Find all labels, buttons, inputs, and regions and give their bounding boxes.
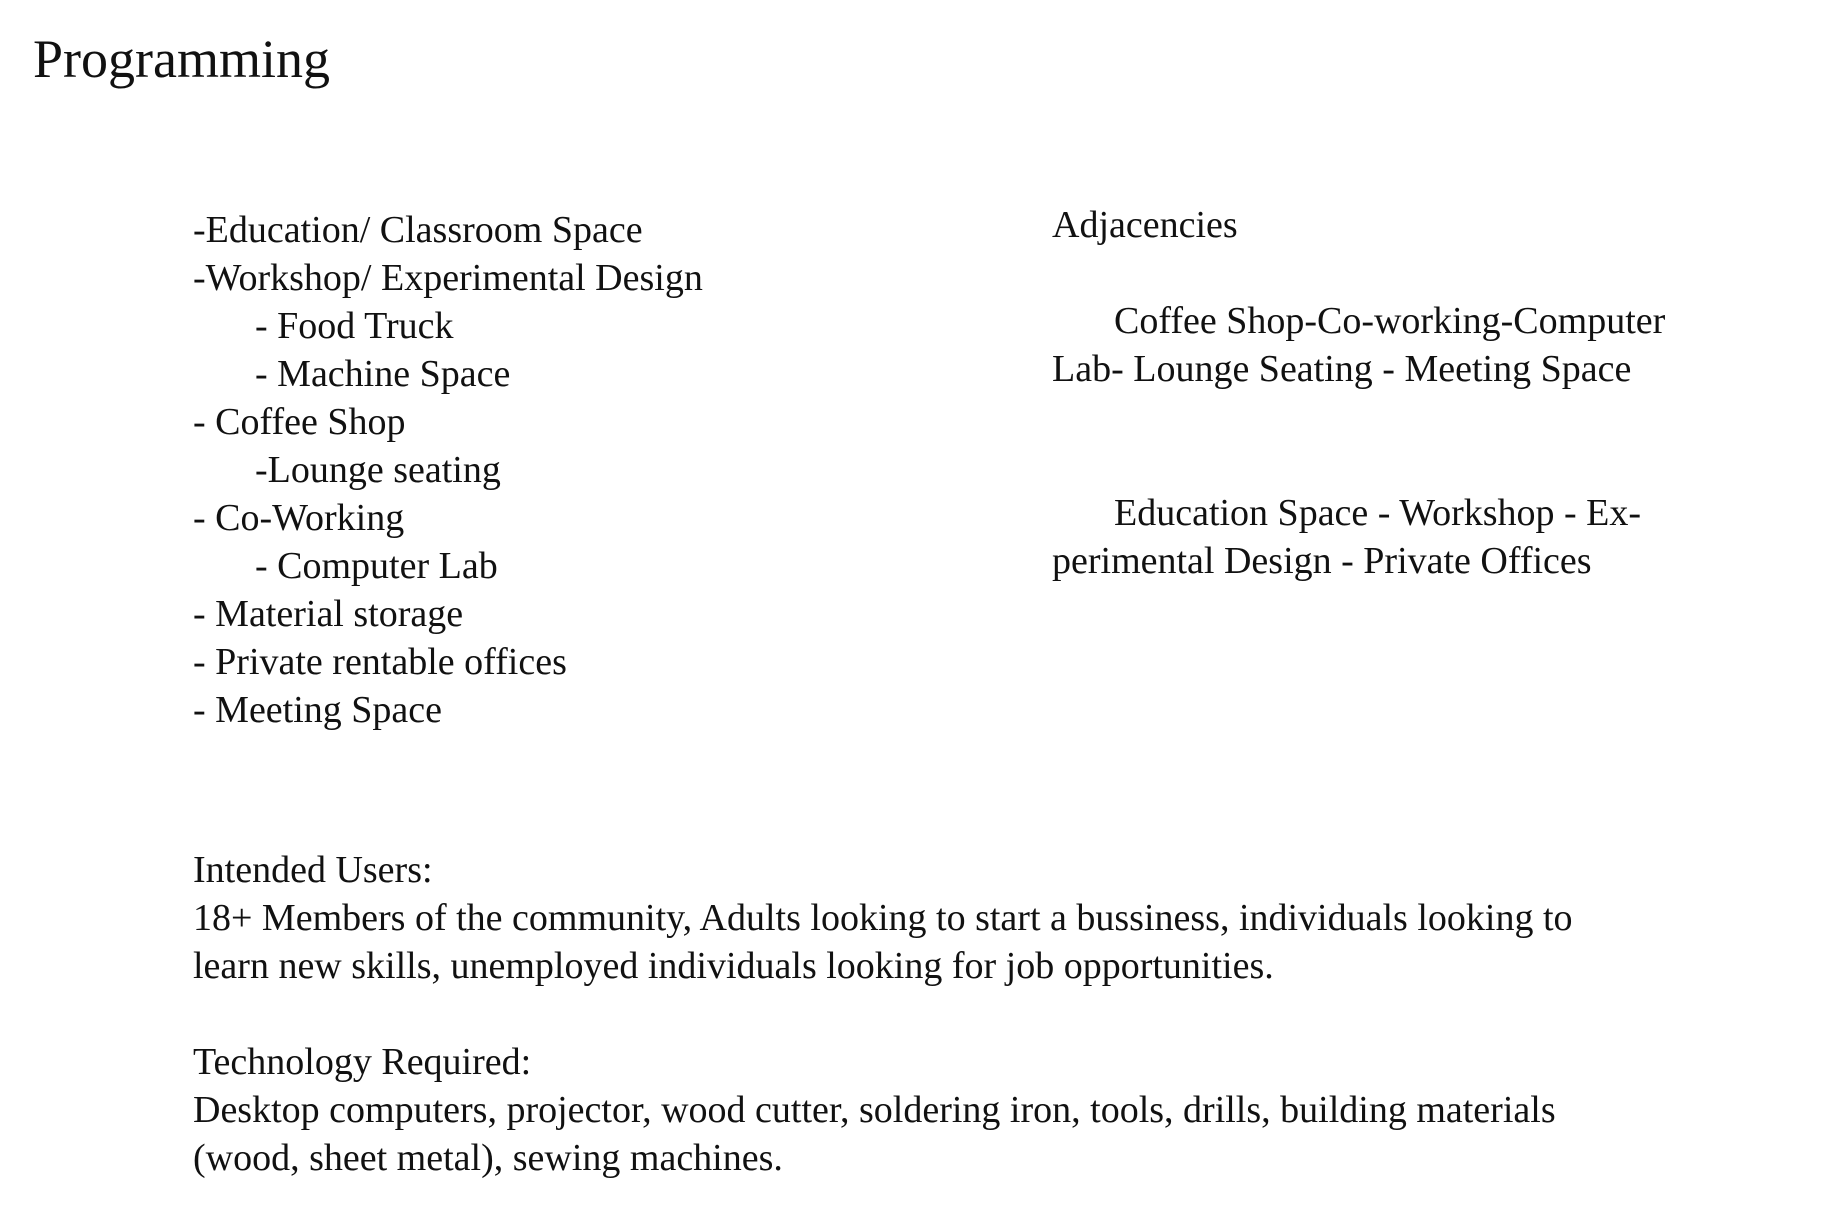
adjacencies-heading: Adjacencies xyxy=(1052,204,1238,246)
technology-line: Desktop computers, projector, wood cutter, soldering iron, tools, drills, building materials xyxy=(193,1089,1556,1131)
page-title: Programming xyxy=(33,29,330,89)
program-item-coffee-shop: - Coffee Shop xyxy=(193,401,406,443)
intended-users-line: 18+ Members of the community, Adults looking to start a bussiness, individuals looking to xyxy=(193,897,1573,939)
adjacency-group xyxy=(1052,489,1742,585)
program-item-meeting-space: - Meeting Space xyxy=(193,689,443,731)
adjacencies-section xyxy=(1052,201,1742,585)
program-subitem-machine-space: - Machine Space xyxy=(255,353,511,395)
program-subitem-lounge-seating: -Lounge seating xyxy=(255,449,501,491)
program-item-education: -Education/ Classroom Space xyxy=(193,209,643,251)
technology-line: (wood, sheet metal), sewing machines. xyxy=(193,1137,783,1179)
adjacency-line: Lab- Lounge Seating - Meeting Space xyxy=(1052,348,1632,390)
adjacency-line: perimental Design - Private Offices xyxy=(1052,540,1592,582)
details-section xyxy=(193,846,1713,1182)
program-item-workshop: -Workshop/ Experimental Design xyxy=(193,257,703,299)
program-item-co-working: - Co-Working xyxy=(193,497,405,539)
program-item-material-storage: - Material storage xyxy=(193,593,464,635)
adjacency-group xyxy=(1052,297,1742,393)
adjacency-line: Coffee Shop-Co-working-Computer xyxy=(1114,300,1666,342)
intended-users-heading: Intended Users: xyxy=(193,849,433,891)
program-subitem-computer-lab: - Computer Lab xyxy=(255,545,498,587)
adjacency-line: Education Space - Workshop - Ex- xyxy=(1114,492,1642,534)
program-list xyxy=(193,206,703,734)
program-item-private-offices: - Private rentable offices xyxy=(193,641,567,683)
program-subitem-food-truck: - Food Truck xyxy=(255,305,454,347)
intended-users-line: learn new skills, unemployed individuals looking for job opportunities. xyxy=(193,945,1274,987)
technology-heading: Technology Required: xyxy=(193,1041,532,1083)
